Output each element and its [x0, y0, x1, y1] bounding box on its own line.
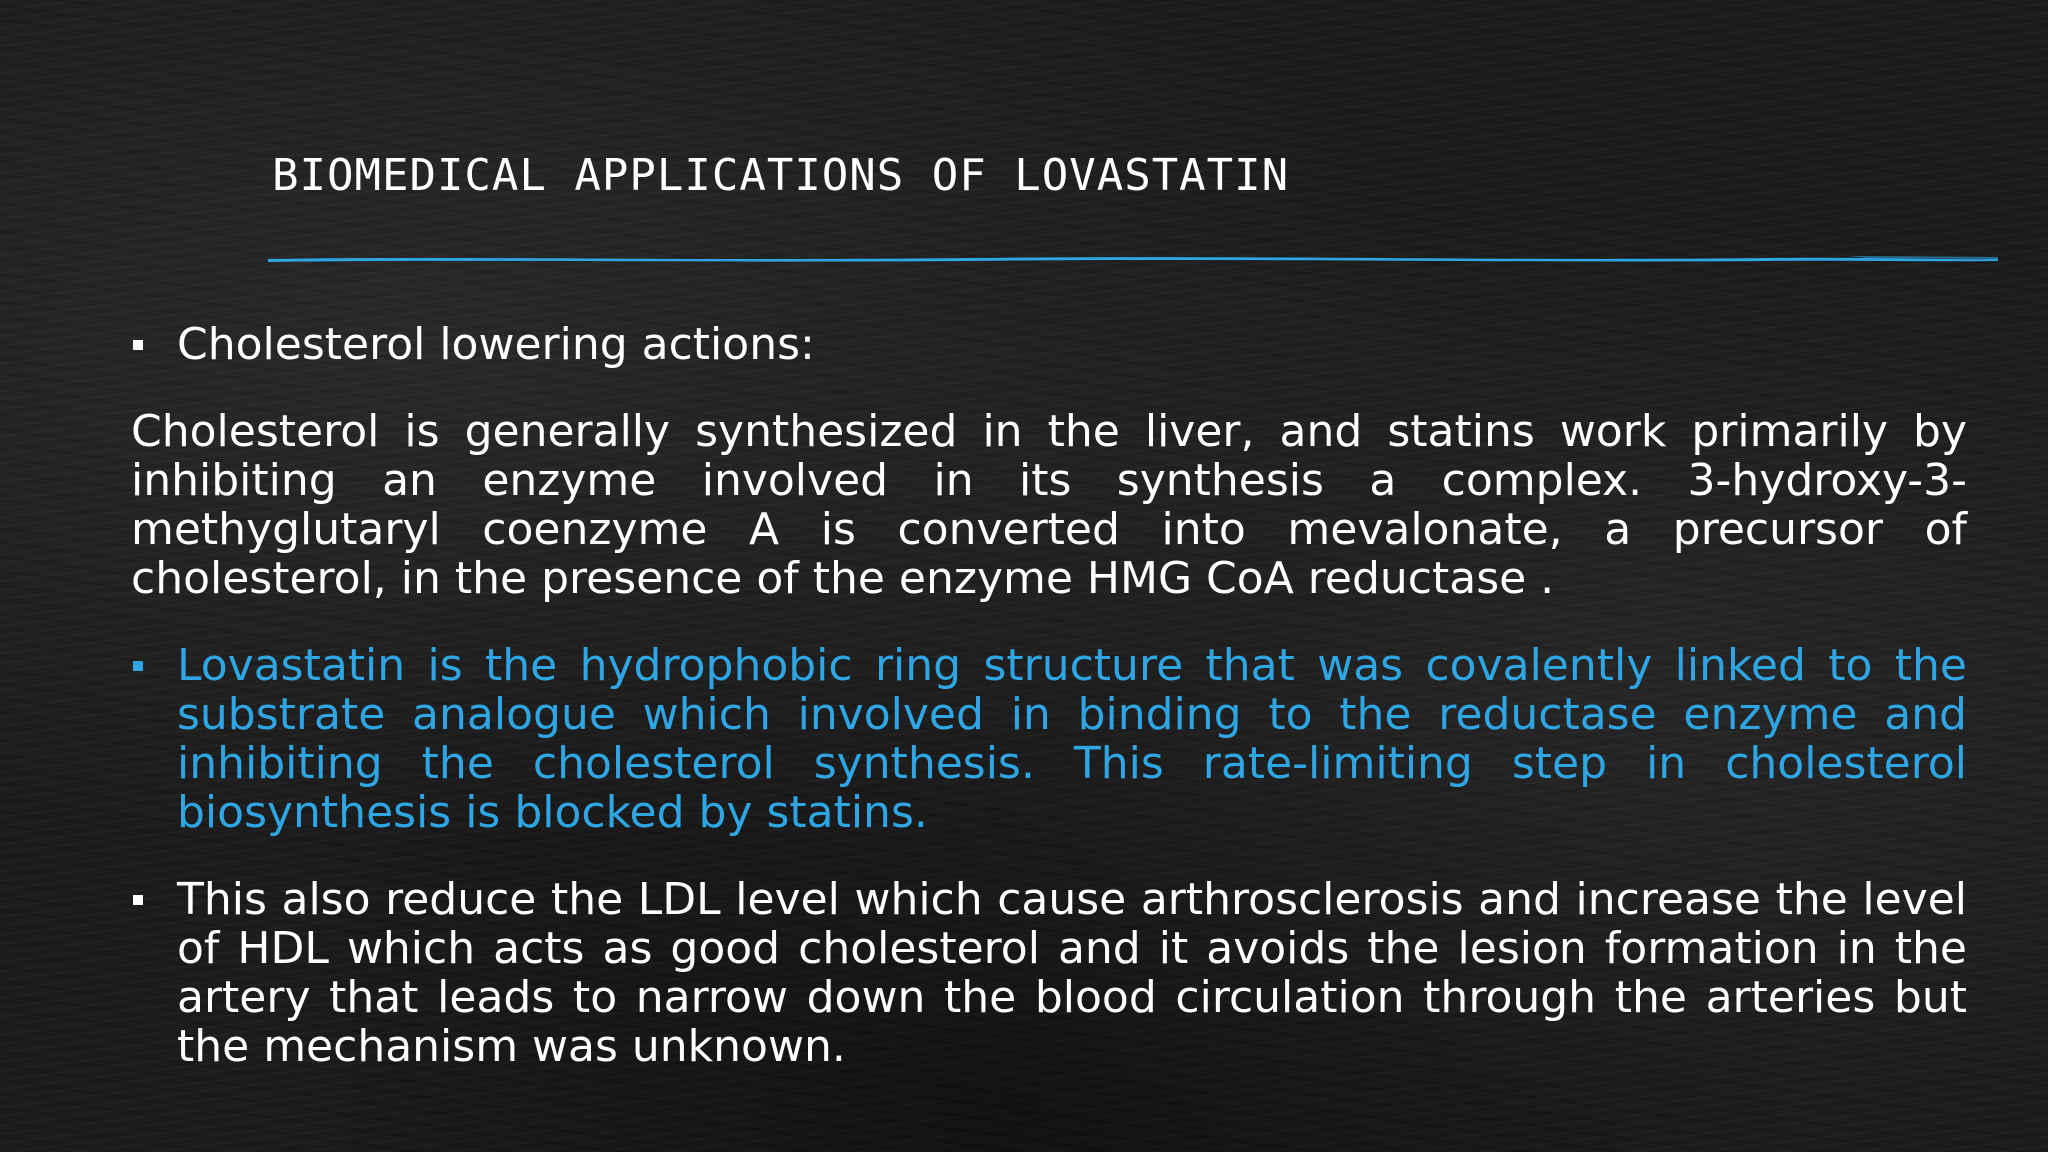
- square-bullet-icon: [133, 340, 143, 350]
- slide-title: BIOMEDICAL APPLICATIONS OF LOVASTATIN: [272, 150, 1290, 201]
- cholesterol-synthesis-paragraph: Cholesterol is generally synthesized in the liver, and statins work primarily by inhibiting an enzyme involved in its synthesis a complex. 3-hydroxy-3-methyglutaryl coenzyme A is converted into mevalonate, a precursor of cholesterol, in the presence of the enzyme HMG CoA reductase .: [131, 406, 1967, 604]
- square-bullet-icon: [133, 661, 143, 671]
- bullet-cholesterol-lowering: [131, 320, 1967, 369]
- bullet-text: Cholesterol lowering actions:: [177, 319, 815, 370]
- bullet-text: This also reduce the LDL level which cause arthrosclerosis and increase the level of HDL which acts as good cholesterol and it avoids the lesion formation in the artery that leads to narrow down the blood circulation through the arteries but the mechanism was unknown.: [177, 874, 1967, 1072]
- bullet-ldl-hdl: [131, 875, 1967, 1071]
- bullet-text: Lovastatin is the hydrophobic ring structure that was covalently linked to the substrate analogue which involved in binding to the reductase enzyme and inhibiting the cholesterol synthesis. This rate-limiting step in cholesterol biosynthesis is blocked by statins.: [177, 640, 1967, 838]
- title-underline: [268, 252, 1998, 266]
- bullet-lovastatin-structure: [131, 641, 1967, 837]
- slide-body: [131, 320, 1967, 1109]
- square-bullet-icon: [133, 895, 143, 905]
